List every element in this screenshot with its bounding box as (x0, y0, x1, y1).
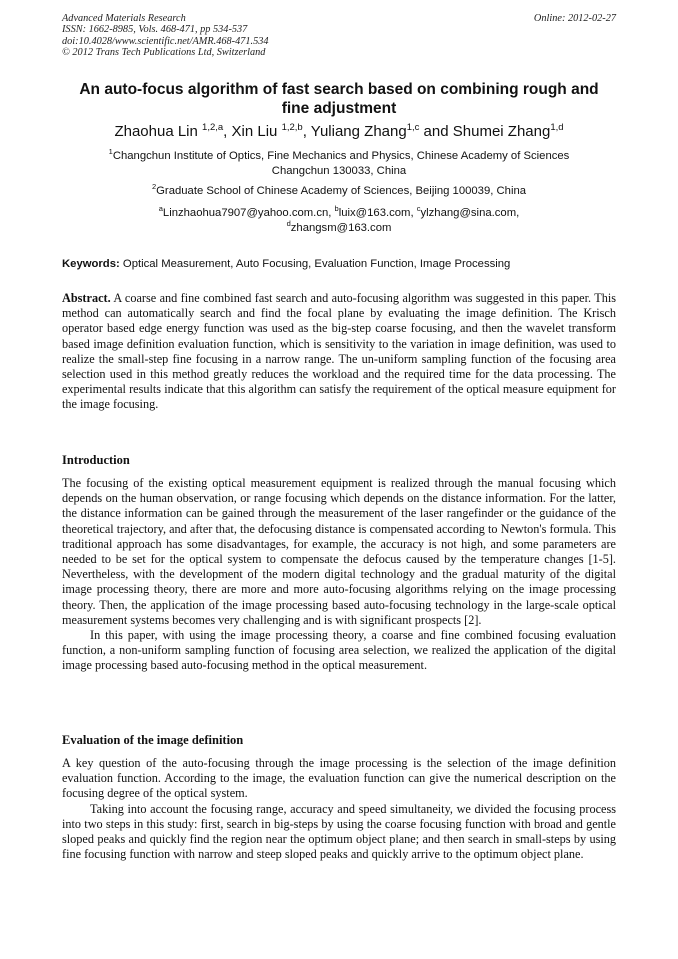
affiliation-1 (62, 149, 616, 178)
email-link[interactable]: ylzhang@sina.com, (420, 207, 520, 219)
keywords-label: Keywords: (62, 258, 120, 270)
abstract (62, 291, 616, 413)
author-separator: , (223, 123, 232, 140)
issn-line: ISSN: 1662-8985, Vols. 468-471, pp 534-537 (62, 24, 248, 36)
author-separator: and (419, 123, 453, 140)
affiliation-2 (62, 184, 616, 199)
paragraph: The focusing of the existing optical measurement equipment is realized through the manual focusing which depends on the human observation, or range focusing which depends on the distance information. For the latter, the distance information can be gained through the measurement of the laser rangefinder or the guidance of the theoretical trajectory, and after that, the defocusing distance is compensated according to Newton's formula. This traditional approach has some disadvantages, for example, the accuracy is not high, and some parameters are needed to be set for the optical system to compensate the defocus caused by the temperature changes [1-5]. Nevertheless, with the development of the modern digital technology and the gradual maturity of the digital image processing theory, there are more and more auto-focusing algorithms relying on the image processing theory. Then, the application of the image processing based auto-focusing technology in the large-scale optical measurement systems becomes very challenging and is with significant prospects [2]. (62, 476, 616, 627)
affiliation-text: Graduate School of Chinese Academy of Sciences, Beijing 100039, China (156, 185, 527, 197)
paragraph: In this paper, with using the image processing theory, a coarse and fine combined focusing evaluation function, a non-uniform sampling function of focusing area selection, we realized the application of the digital image processing based auto-focusing method in the optical measurement. (62, 628, 616, 673)
paragraph: Taking into account the focusing range, accuracy and speed simultaneity, we divided the focusing process into two steps in this study: first, search in big-steps by using the coarse focusing function with broad and gentle sloped peaks and quickly find the region near the optimum object plane; and then search in small-steps by using fine focusing function with narrow and steep sloped peaks and quickly arrive to the optimum object plane. (62, 801, 616, 862)
author-affiliation-marker: 1,2,a (202, 122, 224, 133)
author-affiliation-marker: 1,2,b (281, 122, 303, 133)
paragraph: A key question of the auto-focusing through the image processing is the selection of the image definition evaluation function. According to the image, the evaluation function can give the numerical description on the focusing degree of the optical system. (62, 756, 616, 801)
author-name: Xin Liu (231, 123, 278, 140)
author-emails (62, 206, 616, 235)
keywords (62, 257, 616, 271)
author-affiliation-marker: 1,d (550, 122, 564, 133)
section-heading-introduction: Introduction (62, 453, 130, 467)
introduction-section (62, 476, 616, 674)
abstract-label: Abstract. (62, 291, 111, 305)
paper-title (62, 80, 616, 118)
author-separator: , (302, 123, 311, 140)
email-marker: a (158, 204, 163, 213)
affiliation-marker: 1 (108, 147, 113, 156)
title-line-1: An auto-focus algorithm of fast search based on combining rough and (79, 81, 599, 98)
author-affiliation-marker: 1,c (406, 122, 420, 133)
online-date: Online: 2012-02-27 (533, 13, 616, 24)
doi-line: doi:10.4028/www.scientific.net/AMR.468-471.534 (62, 35, 269, 47)
affiliation-text: Changchun 130033, China (271, 164, 407, 177)
email-marker: c (416, 204, 421, 213)
affiliation-marker: 2 (151, 182, 157, 191)
author-name: Shumei Zhang (452, 123, 551, 140)
email-link[interactable]: Linzhaohua7907@yahoo.com.cn, (162, 207, 335, 219)
evaluation-section (62, 756, 616, 862)
email-link[interactable]: zhangsm@163.com (290, 221, 392, 234)
journal-header (62, 13, 616, 59)
copyright-line: © 2012 Trans Tech Publications Ltd, Switzerland (62, 47, 266, 59)
affiliation-text: Changchun Institute of Optics, Fine Mechanics and Physics, Chinese Academy of Sciences (112, 150, 570, 162)
author-name: Yuliang Zhang (310, 123, 407, 140)
journal-name: Advanced Materials Research (62, 13, 186, 24)
title-line-2: fine adjustment (281, 100, 397, 117)
email-marker: d (286, 218, 291, 228)
email-marker: b (334, 204, 339, 213)
email-link[interactable]: luix@163.com, (338, 207, 417, 219)
author-list (62, 123, 616, 141)
author-name: Zhaohua Lin (114, 123, 198, 140)
keywords-text: Optical Measurement, Auto Focusing, Evaluation Function, Image Processing (119, 258, 511, 270)
section-heading-evaluation: Evaluation of the image definition (62, 733, 244, 747)
abstract-text: A coarse and fine combined fast search and auto-focusing algorithm was suggested in this paper. This method can automatically search and find the focal plane by evaluating the image definition. The Krisch operator based edge energy function was used as the big-step coarse focusing, and then the wavelet transform based image definition evaluation function, which is sensitivity to the variation in image definition, was used to realize the small-step fine focusing in a narrow range. The un-uniform sampling function of the focusing area selection used in this method greatly reduces the workload and the required time for the data processing. The experimental results indicate that this algorithm can satisfy the requirement of the optical measure equipment for the image focusing. (62, 291, 616, 412)
